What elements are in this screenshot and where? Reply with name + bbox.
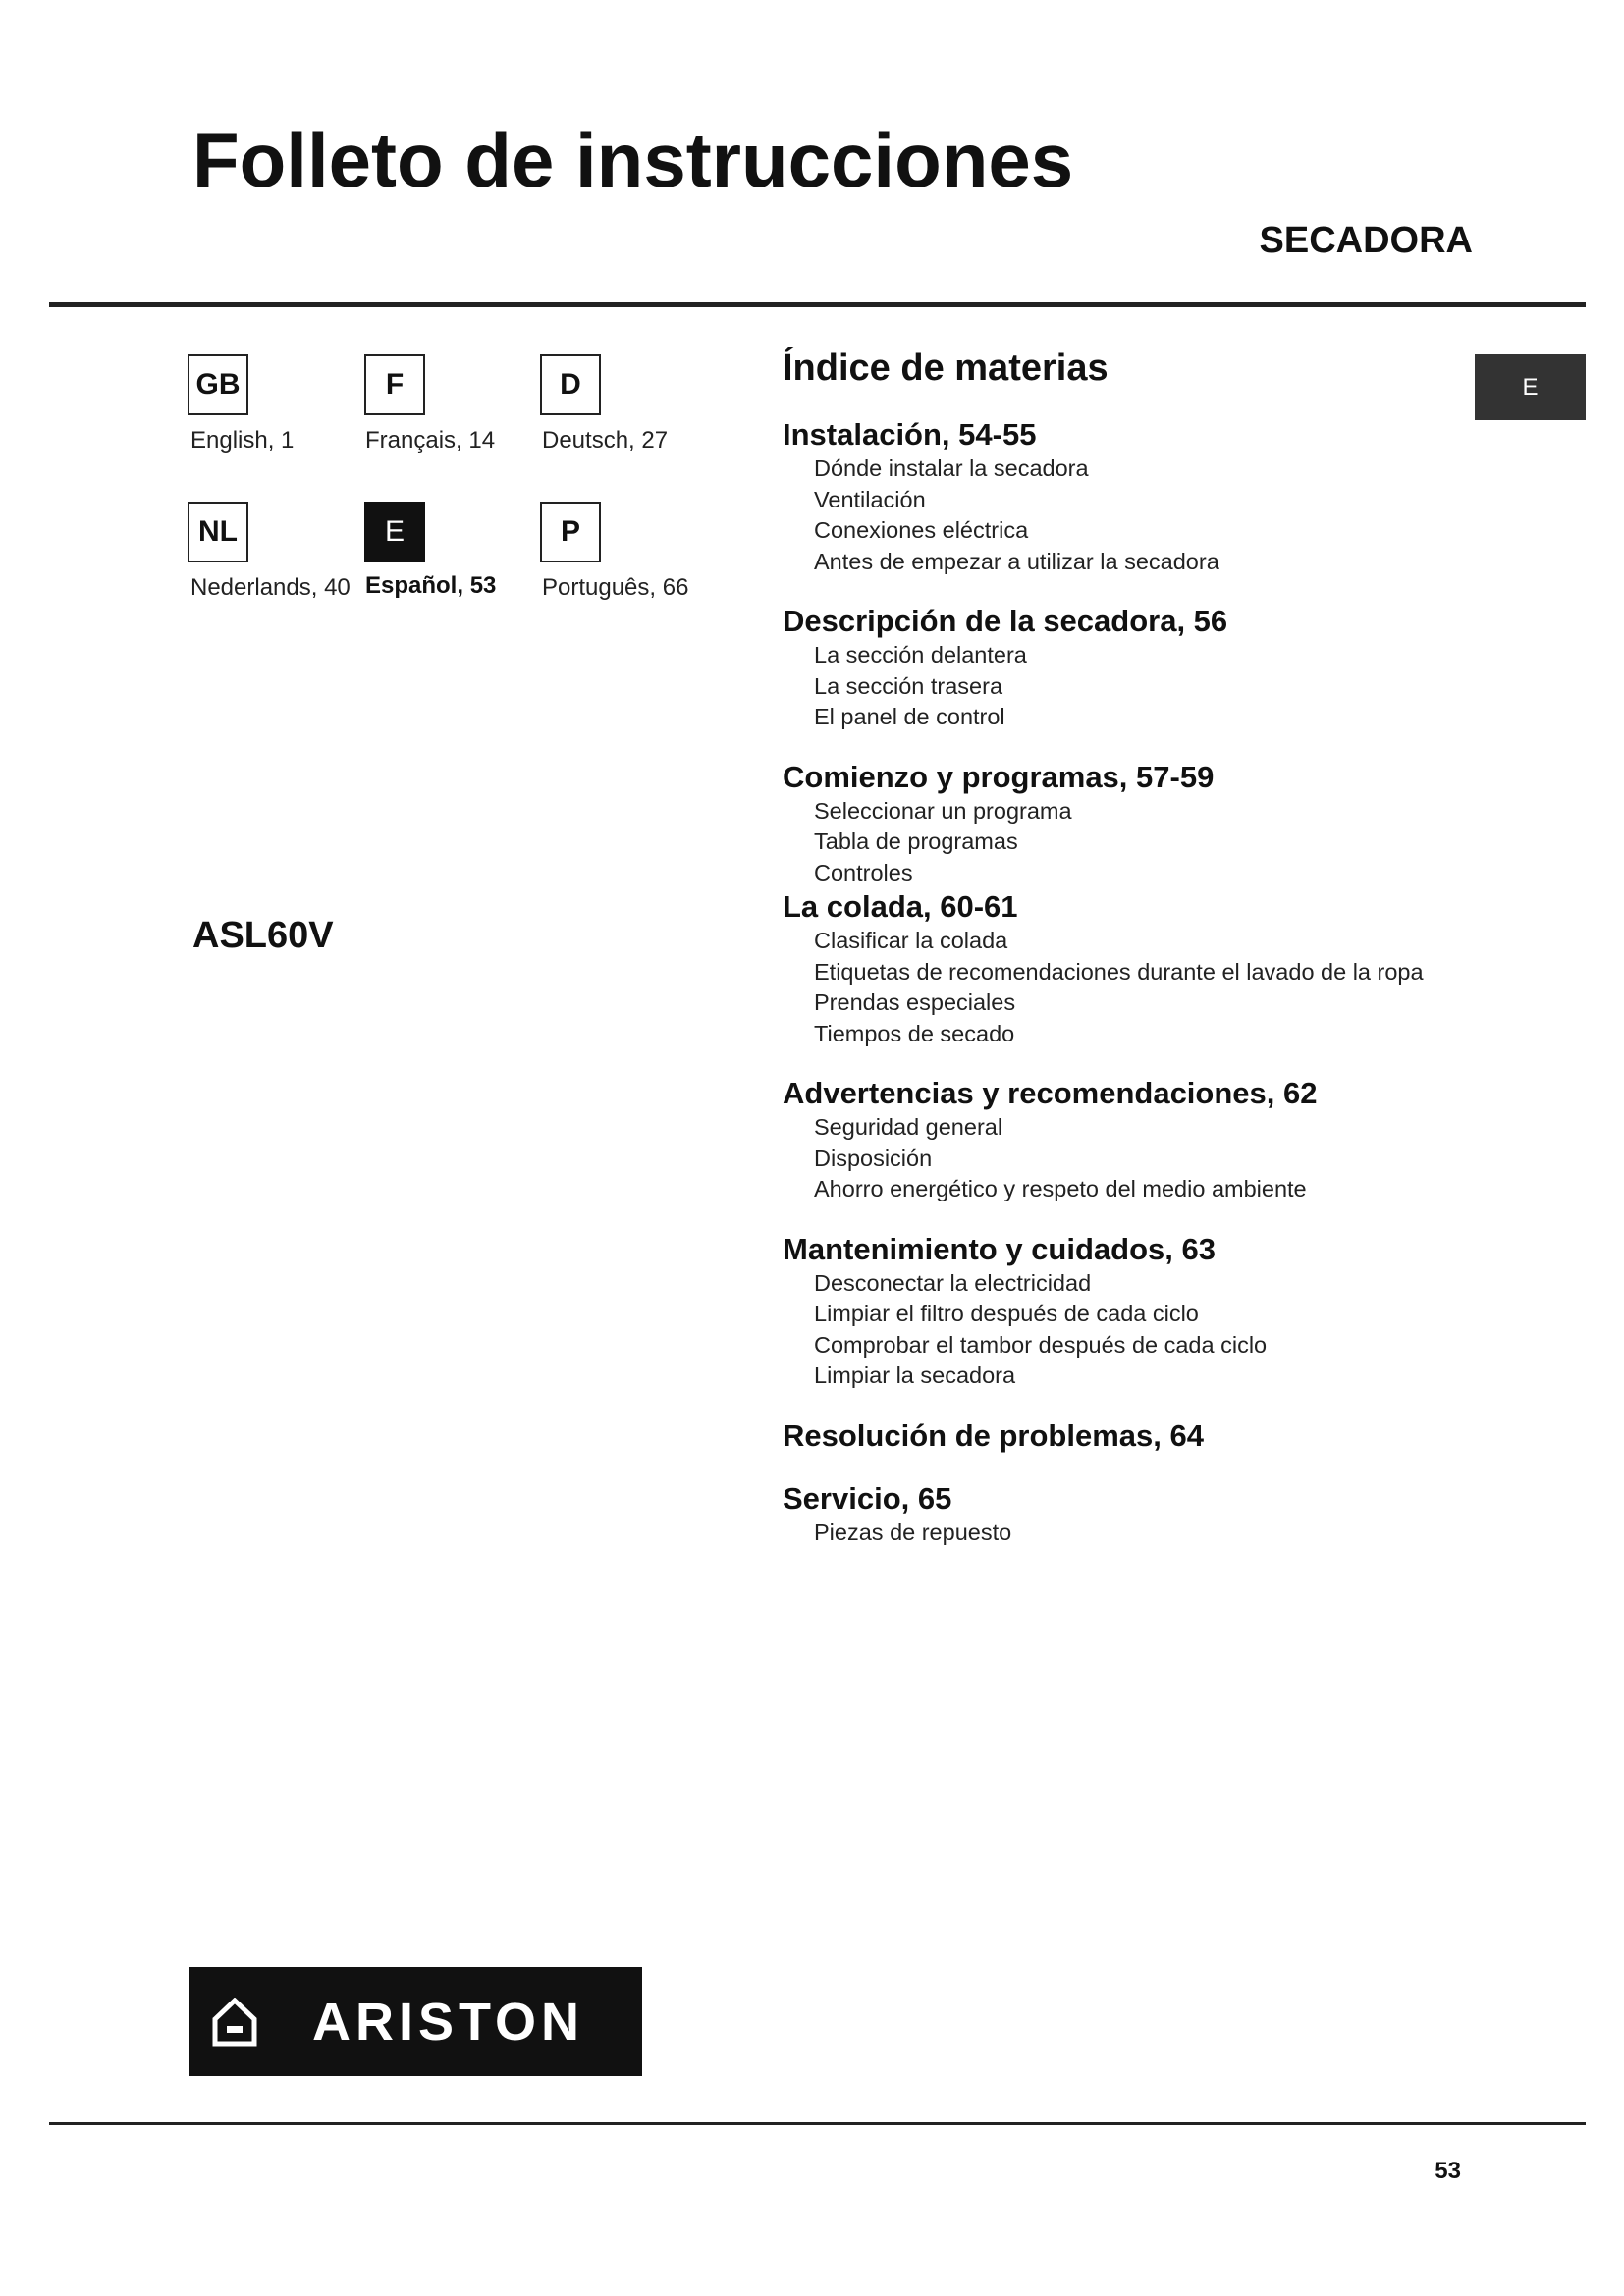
toc-section-descripcion bbox=[783, 603, 1529, 733]
lang-box-e-selected[interactable]: E bbox=[364, 502, 425, 562]
lang-label-francais[interactable]: Français, 14 bbox=[365, 427, 496, 454]
toc-section-title[interactable]: Servicio, 65 bbox=[783, 1480, 952, 1516]
toc-section-title[interactable]: Descripción de la secadora, 56 bbox=[783, 604, 1228, 638]
toc-item[interactable]: Ahorro energético y respeto del medio ambiente bbox=[814, 1176, 1307, 1201]
page-number: 53 bbox=[1435, 2158, 1461, 2184]
document-title: Folleto de instrucciones bbox=[192, 117, 1074, 203]
house-icon bbox=[212, 1998, 257, 2047]
toc-item[interactable]: Seguridad general bbox=[814, 1114, 1003, 1140]
toc-section-title[interactable]: Advertencias y recomendaciones, 62 bbox=[783, 1076, 1318, 1110]
toc-section-colada bbox=[783, 888, 1529, 1049]
toc-section-resolucion bbox=[783, 1417, 1529, 1455]
toc-item[interactable]: La sección delantera bbox=[814, 642, 1027, 667]
toc-section-advertencias bbox=[783, 1075, 1529, 1205]
toc-item[interactable]: Conexiones eléctrica bbox=[814, 517, 1029, 543]
toc-item[interactable]: Limpiar la secadora bbox=[814, 1362, 1016, 1388]
toc-item[interactable]: Antes de empezar a utilizar la secadora bbox=[814, 548, 1219, 574]
ariston-logo bbox=[189, 1967, 642, 2076]
lang-label-nederlands[interactable]: Nederlands, 40 bbox=[190, 574, 351, 601]
toc-section-title[interactable]: Instalación, 54-55 bbox=[783, 417, 1037, 452]
lang-box-d[interactable]: D bbox=[540, 354, 601, 415]
toc-item[interactable]: Desconectar la electricidad bbox=[814, 1269, 1092, 1296]
lang-label-english[interactable]: English, 1 bbox=[190, 427, 295, 454]
toc-section-comienzo bbox=[783, 759, 1529, 889]
toc-item[interactable]: El panel de control bbox=[814, 704, 1005, 729]
toc-item[interactable]: Comprobar el tambor después de cada ciclo bbox=[814, 1331, 1268, 1358]
toc-section-title[interactable]: Resolución de problemas, 64 bbox=[783, 1417, 1204, 1453]
toc-section-instalacion bbox=[783, 416, 1529, 577]
bottom-divider bbox=[49, 2122, 1586, 2125]
toc-heading: Índice de materias bbox=[783, 347, 1109, 389]
toc-section-title[interactable]: Mantenimiento y cuidados, 63 bbox=[783, 1231, 1216, 1266]
product-type-label: SECADORA bbox=[1259, 220, 1473, 261]
toc-item[interactable]: Prendas especiales bbox=[814, 989, 1016, 1015]
table-of-contents bbox=[783, 416, 1529, 1548]
toc-item[interactable]: Disposición bbox=[814, 1145, 933, 1171]
toc-item[interactable]: Etiquetas de recomendaciones durante el lavado de la ropa bbox=[814, 958, 1424, 985]
brand-name: ARISTON bbox=[312, 1992, 585, 2052]
toc-section-title[interactable]: Comienzo y programas, 57-59 bbox=[783, 759, 1215, 794]
toc-item[interactable]: Tiempos de secado bbox=[814, 1020, 1015, 1046]
toc-item[interactable]: Ventilación bbox=[814, 486, 926, 512]
lang-box-nl[interactable]: NL bbox=[188, 502, 248, 562]
toc-section-servicio bbox=[783, 1480, 1529, 1549]
toc-section-mantenimiento bbox=[783, 1231, 1529, 1392]
model-number: ASL60V bbox=[192, 915, 334, 956]
top-divider bbox=[49, 302, 1586, 307]
toc-section-title[interactable]: La colada, 60-61 bbox=[783, 889, 1018, 924]
lang-box-gb[interactable]: GB bbox=[188, 354, 248, 415]
toc-item[interactable]: Piezas de repuesto bbox=[814, 1519, 1012, 1545]
lang-box-f[interactable]: F bbox=[364, 354, 425, 415]
toc-item[interactable]: Seleccionar un programa bbox=[814, 797, 1072, 824]
toc-item[interactable]: Limpiar el filtro después de cada ciclo bbox=[814, 1301, 1199, 1326]
lang-box-p[interactable]: P bbox=[540, 502, 601, 562]
toc-item[interactable]: Dónde instalar la secadora bbox=[814, 455, 1089, 481]
toc-item[interactable]: Controles bbox=[814, 859, 913, 885]
language-tab: E bbox=[1475, 354, 1586, 420]
toc-item[interactable]: Tabla de programas bbox=[814, 828, 1018, 854]
lang-label-deutsch[interactable]: Deutsch, 27 bbox=[542, 427, 669, 454]
lang-label-portugues[interactable]: Português, 66 bbox=[542, 574, 689, 601]
toc-item[interactable]: La sección trasera bbox=[814, 672, 1003, 699]
lang-label-espanol[interactable]: Español, 53 bbox=[365, 572, 497, 599]
toc-item[interactable]: Clasificar la colada bbox=[814, 928, 1008, 953]
